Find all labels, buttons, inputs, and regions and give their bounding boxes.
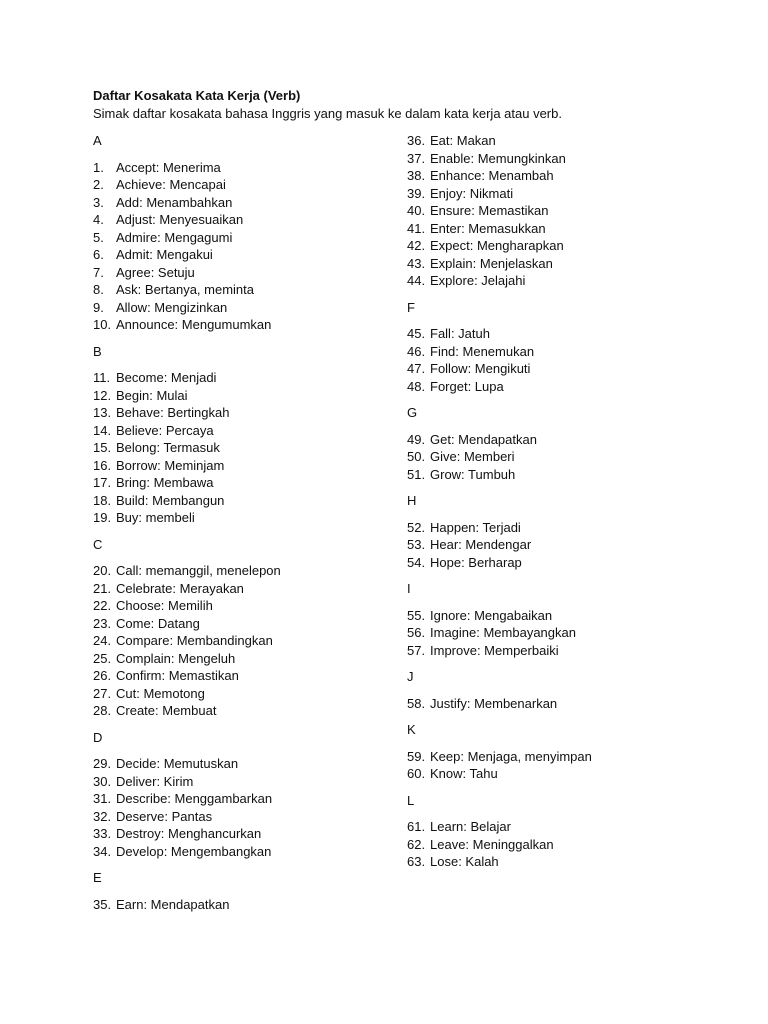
vocabulary-list — [407, 519, 707, 572]
list-item — [407, 554, 707, 572]
document-subtitle: Simak daftar kosakata bahasa Inggris yang masuk ke dalam kata kerja atau verb. — [93, 106, 562, 121]
list-item-text: Deliver: Kirim — [116, 773, 194, 789]
list-item-number: 22. — [93, 598, 112, 613]
list-item — [407, 642, 707, 660]
list-item — [407, 132, 707, 150]
list-item-text: Explain: Menjelaskan — [430, 255, 553, 271]
left-column — [93, 132, 393, 922]
list-item — [407, 360, 707, 378]
list-item-number: 31. — [93, 791, 112, 806]
list-item — [93, 439, 393, 457]
list-item-number: 12. — [93, 387, 112, 403]
list-item-text: Become: Menjadi — [116, 370, 217, 385]
list-item-text: Earn: Mendapatkan — [116, 896, 230, 912]
list-item-number: 16. — [93, 457, 112, 473]
list-item-text: Eat: Makan — [430, 133, 496, 148]
list-item — [93, 685, 393, 703]
list-item-text: Cut: Memotong — [116, 685, 205, 701]
list-item-number: 24. — [93, 633, 112, 648]
list-item — [93, 580, 393, 598]
list-item — [93, 194, 393, 212]
list-item-number: 9. — [93, 299, 104, 315]
list-item-text: Build: Membangun — [116, 492, 225, 508]
list-item — [407, 765, 707, 783]
list-item-text: Find: Menemukan — [430, 343, 535, 359]
list-item-text: Compare: Membandingkan — [116, 633, 273, 648]
list-item-text: Belong: Termasuk — [116, 440, 220, 455]
list-item-text: Complain: Mengeluh — [116, 650, 236, 666]
list-item-text: Begin: Mulai — [116, 387, 188, 403]
list-item-number: 17. — [93, 475, 112, 490]
list-item — [93, 176, 393, 194]
list-item-number: 13. — [93, 405, 112, 420]
list-item-number: 41. — [407, 220, 426, 236]
vocabulary-list — [407, 431, 707, 484]
list-item — [93, 211, 393, 229]
list-item — [407, 519, 707, 537]
list-item-number: 51. — [407, 466, 426, 482]
list-item-number: 40. — [407, 203, 426, 218]
list-item — [407, 167, 707, 185]
list-item-text: Call: memanggil, menelepon — [116, 563, 281, 578]
list-item-text: Add: Menambahkan — [116, 194, 233, 210]
vocabulary-list — [407, 607, 707, 660]
list-item-number: 7. — [93, 264, 104, 280]
list-item-number: 19. — [93, 510, 112, 525]
list-item-number: 33. — [93, 826, 112, 841]
list-item — [93, 422, 393, 440]
list-item-text: Forget: Lupa — [430, 378, 504, 394]
list-item — [93, 650, 393, 668]
list-item — [407, 748, 707, 766]
list-item-text: Follow: Mengikuti — [430, 361, 531, 376]
section-letter-heading: L — [407, 792, 415, 808]
list-item-number: 37. — [407, 150, 426, 166]
list-item-text: Improve: Memperbaiki — [430, 642, 559, 658]
list-item-number: 49. — [407, 431, 426, 447]
list-item-text: Get: Mendapatkan — [430, 431, 537, 447]
list-item-text: Adjust: Menyesuaikan — [116, 212, 244, 227]
list-item — [93, 246, 393, 264]
list-item-text: Behave: Bertingkah — [116, 405, 230, 420]
list-item-text: Give: Memberi — [430, 449, 515, 464]
list-item-text: Ask: Bertanya, meminta — [116, 282, 254, 297]
list-item-number: 28. — [93, 703, 112, 718]
list-item — [407, 431, 707, 449]
list-item — [93, 632, 393, 650]
list-item-text: Bring: Membawa — [116, 475, 214, 490]
list-item-number: 55. — [407, 607, 426, 623]
list-item-number: 29. — [93, 756, 112, 771]
list-item — [93, 615, 393, 633]
list-item — [407, 818, 707, 836]
list-item — [407, 466, 707, 484]
list-item — [407, 185, 707, 203]
list-item-number: 63. — [407, 854, 426, 869]
list-item — [93, 264, 393, 282]
list-item-number: 4. — [93, 212, 104, 227]
vocabulary-list — [407, 818, 707, 871]
list-item-number: 20. — [93, 563, 112, 578]
list-item-number: 36. — [407, 133, 426, 148]
list-item — [93, 492, 393, 510]
list-item — [407, 325, 707, 343]
list-item-text: Leave: Meninggalkan — [430, 836, 554, 852]
section-letter-heading: H — [407, 493, 417, 508]
list-item-number: 30. — [93, 773, 112, 789]
list-item-text: Achieve: Mencapai — [116, 177, 226, 192]
list-item — [93, 702, 393, 720]
list-item — [93, 790, 393, 808]
list-item — [93, 597, 393, 615]
list-item — [93, 369, 393, 387]
vocabulary-list — [407, 695, 707, 713]
list-item-text: Accept: Menerima — [116, 159, 221, 175]
list-item-number: 42. — [407, 238, 426, 253]
list-item — [407, 202, 707, 220]
list-item-number: 2. — [93, 177, 104, 192]
list-item-number: 26. — [93, 668, 112, 683]
section-letter-heading: K — [407, 722, 416, 737]
list-item — [407, 220, 707, 238]
list-item — [93, 808, 393, 826]
list-item-number: 50. — [407, 449, 426, 464]
list-item — [407, 237, 707, 255]
list-item-text: Buy: membeli — [116, 510, 195, 525]
list-item — [407, 272, 707, 290]
list-item — [93, 299, 393, 317]
list-item-text: Enjoy: Nikmati — [430, 185, 514, 201]
section-letter-heading: E — [93, 870, 102, 885]
section-letter-heading: C — [93, 536, 103, 552]
section-letter-heading: I — [407, 581, 411, 596]
list-item-text: Celebrate: Merayakan — [116, 580, 244, 596]
list-item-text: Come: Datang — [116, 615, 200, 631]
list-item-number: 48. — [407, 378, 426, 394]
vocabulary-list — [93, 369, 393, 527]
list-item-text: Lose: Kalah — [430, 854, 499, 869]
list-item-text: Describe: Menggambarkan — [116, 791, 273, 806]
list-item-text: Know: Tahu — [430, 766, 498, 781]
document-title: Daftar Kosakata Kata Kerja (Verb) — [93, 88, 301, 103]
list-item-text: Imagine: Membayangkan — [430, 625, 576, 640]
vocabulary-list — [407, 748, 707, 783]
list-item-number: 15. — [93, 440, 112, 455]
list-item-text: Admit: Mengakui — [116, 247, 213, 262]
list-item-text: Grow: Tumbuh — [430, 466, 516, 482]
list-item-text: Fall: Jatuh — [430, 326, 490, 341]
list-item-number: 27. — [93, 685, 112, 701]
list-item — [93, 387, 393, 405]
list-item-number: 5. — [93, 229, 104, 245]
list-item-number: 35. — [93, 896, 112, 912]
list-item-text: Agree: Setuju — [116, 264, 195, 280]
list-item-text: Hope: Berharap — [430, 554, 522, 570]
list-item-text: Enable: Memungkinkan — [430, 150, 566, 166]
list-item-number: 44. — [407, 273, 426, 288]
vocabulary-list — [93, 159, 393, 334]
list-item — [93, 457, 393, 475]
list-item-text: Create: Membuat — [116, 703, 217, 718]
list-item-number: 62. — [407, 836, 426, 852]
list-item-number: 6. — [93, 247, 104, 262]
list-item-number: 53. — [407, 537, 426, 552]
list-item-number: 60. — [407, 766, 426, 781]
list-item — [93, 773, 393, 791]
section-letter-heading: G — [407, 405, 418, 420]
list-item-text: Borrow: Meminjam — [116, 457, 225, 473]
list-item — [93, 667, 393, 685]
list-item-number: 18. — [93, 492, 112, 508]
list-item-number: 43. — [407, 255, 426, 271]
list-item-text: Enter: Memasukkan — [430, 220, 546, 236]
list-item-number: 1. — [93, 159, 104, 175]
list-item — [93, 404, 393, 422]
vocabulary-list — [93, 755, 393, 860]
list-item-number: 23. — [93, 615, 112, 631]
list-item — [407, 255, 707, 273]
list-item-text: Keep: Menjaga, menyimpan — [430, 748, 592, 764]
list-item-number: 46. — [407, 343, 426, 359]
list-item — [407, 836, 707, 854]
list-item-text: Expect: Mengharapkan — [430, 238, 564, 253]
list-item-number: 52. — [407, 519, 426, 535]
list-item-number: 3. — [93, 194, 104, 210]
list-item-text: Announce: Mengumumkan — [116, 317, 272, 332]
vocabulary-list — [407, 325, 707, 395]
vocabulary-list — [93, 562, 393, 720]
list-item-text: Ignore: Mengabaikan — [430, 607, 553, 623]
list-item-text: Confirm: Memastikan — [116, 668, 239, 683]
section-letter-heading: D — [93, 729, 103, 745]
list-item — [93, 509, 393, 527]
list-item-number: 45. — [407, 326, 426, 341]
list-item-text: Choose: Memilih — [116, 598, 213, 613]
list-item — [407, 150, 707, 168]
list-item — [93, 896, 393, 914]
list-item — [93, 474, 393, 492]
list-item-text: Deserve: Pantas — [116, 808, 213, 824]
list-item — [407, 695, 707, 713]
list-item — [93, 316, 393, 334]
list-item — [93, 843, 393, 861]
list-item — [407, 853, 707, 871]
list-item-text: Enhance: Menambah — [430, 168, 554, 183]
list-item-number: 61. — [407, 819, 426, 834]
list-item-number: 14. — [93, 422, 112, 438]
list-item-number: 8. — [93, 282, 104, 297]
list-item-text: Learn: Belajar — [430, 819, 511, 834]
list-item — [407, 536, 707, 554]
section-letter-heading: J — [407, 669, 414, 684]
list-item — [93, 825, 393, 843]
list-item-text: Hear: Mendengar — [430, 537, 532, 552]
list-item-text: Happen: Terjadi — [430, 519, 521, 535]
section-letter-heading: F — [407, 299, 415, 315]
list-item-text: Allow: Mengizinkan — [116, 299, 228, 315]
list-item-number: 32. — [93, 808, 112, 824]
list-item-number: 58. — [407, 695, 426, 711]
list-item-text: Admire: Mengagumi — [116, 229, 233, 245]
list-item — [93, 229, 393, 247]
list-item — [407, 378, 707, 396]
list-item — [407, 343, 707, 361]
list-item-number: 39. — [407, 185, 426, 201]
list-item-text: Decide: Memutuskan — [116, 756, 239, 771]
list-item-number: 38. — [407, 168, 426, 183]
list-item-number: 56. — [407, 625, 426, 640]
right-column — [407, 132, 707, 880]
list-item — [93, 159, 393, 177]
list-item — [93, 281, 393, 299]
vocabulary-list — [407, 132, 707, 290]
list-item — [407, 624, 707, 642]
list-item-number: 10. — [93, 317, 112, 332]
list-item-number: 59. — [407, 748, 426, 764]
list-item-number: 25. — [93, 650, 112, 666]
list-item-text: Believe: Percaya — [116, 422, 214, 438]
list-item-number: 57. — [407, 642, 426, 658]
list-item — [407, 607, 707, 625]
list-item — [407, 448, 707, 466]
list-item — [93, 562, 393, 580]
list-item-text: Justify: Membenarkan — [430, 695, 558, 711]
list-item-text: Ensure: Memastikan — [430, 203, 549, 218]
list-item-text: Explore: Jelajahi — [430, 273, 526, 288]
list-item-number: 47. — [407, 361, 426, 376]
list-item-number: 11. — [93, 370, 111, 385]
section-letter-heading: B — [93, 343, 102, 359]
list-item-number: 54. — [407, 554, 426, 570]
list-item — [93, 755, 393, 773]
vocabulary-list — [93, 896, 393, 914]
list-item-number: 21. — [93, 580, 112, 596]
list-item-number: 34. — [93, 843, 112, 859]
list-item-text: Develop: Mengembangkan — [116, 843, 272, 859]
list-item-text: Destroy: Menghancurkan — [116, 826, 262, 841]
section-letter-heading: A — [93, 133, 102, 148]
